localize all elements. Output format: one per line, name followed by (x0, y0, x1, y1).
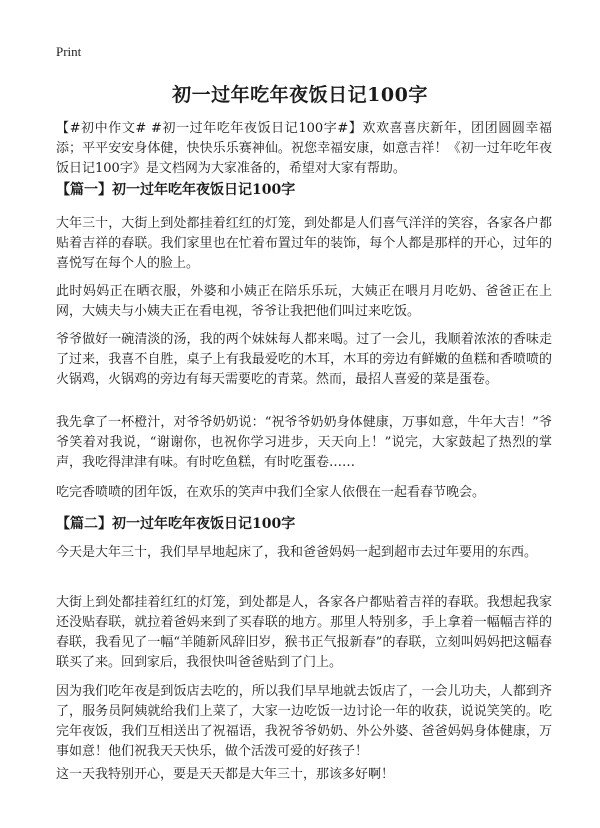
print-label: Print (56, 44, 82, 59)
section1-paragraph-4: 我先拿了一杯橙汁，对爷爷奶奶说：“祝爷爷奶奶身体健康，万事如意，牛年大吉！”爷爷笑着对我说，“谢谢你，也祝你学习进步，天天向上！”说完，大家鼓起了热烈的掌声，我吃得津津有味。有时吃鱼糕，有时吃蛋卷…… (56, 415, 552, 470)
section2-paragraph-1: 今天是大年三十，我们早早地起床了，我和爸爸妈妈一起到超市去过年要用的东西。 (56, 545, 538, 560)
section-heading-1: 【篇一】初一过年吃年夜饭日记100字 (56, 182, 296, 198)
section1-paragraph-5: 吃完香喷喷的团年饭，在欢乐的笑声中我们全家人依偎在一起看春节晚会。 (56, 485, 486, 500)
section-heading-2: 【篇二】初一过年吃年夜饭日记100字 (56, 516, 296, 532)
section2-paragraph-4: 这一天我特别开心，要是天天都是大年三十，那该多好啊！ (56, 767, 395, 782)
intro-paragraph: 【#初中作文# #初一过年吃年夜饭日记100字#】欢欢喜喜庆新年，团团圆圆幸福添；平平安安身体健，快快乐乐赛神仙。祝您幸福安康，如意吉祥！《初一过年吃年夜饭日记100字》是文档网为大家准备的，希望对大家有帮助。 (56, 121, 552, 176)
section1-paragraph-1: 大年三十，大街上到处都挂着红红的灯笼，到处都是人们喜气洋洋的笑容，各家各户都贴着吉祥的春联。我们家里也在忙着布置过年的装饰，每个人都是那样的开心，过年的喜悦写在每个人的脸上。 (56, 216, 552, 271)
section2-paragraph-3: 因为我们吃年夜是到饭店去吃的，所以我们早早地就去饭店了，一会儿功夫，人都到齐了，服务员阿姨就给我们上菜了，大家一边吃饭一边讨论一年的收获，说说笑笑的。吃完年夜饭，我们互相送出了祝福语，我祝爷爷奶奶、外公外婆、爸爸妈妈身体健康，万事如意！他们祝我天天快乐，做个活泼可爱的好孩子！ (56, 684, 552, 759)
document-title: 初一过年吃年夜饭日记100字 (172, 84, 428, 106)
section1-paragraph-3: 爷爷做好一碗清淡的汤，我的两个妹妹每人都来喝。过了一会儿，我顺着浓浓的香味走了过来，我喜不自胜，桌子上有我最爱吃的木耳，木耳的旁边有鲜嫩的鱼糕和香喷喷的火锅鸡，火锅鸡的旁边有每天需要吃的青菜。然而，最招人喜爱的菜是蛋卷。 (56, 332, 552, 387)
section2-paragraph-2: 大街上到处都挂着红红的灯笼，到处都是人，各家各户都贴着吉祥的春联。我想起我家还没贴春联，就拉着爸妈来到了买春联的地方。那里人特别多，手上拿着一幅幅吉祥的春联，我看见了一幅“羊随新风辞旧岁，猴书正气报新春”的春联，立刻叫妈妈把这幅春联买了来。回到家后，我很快叫爸爸贴到了门上。 (56, 595, 552, 670)
section1-paragraph-2: 此时妈妈正在晒衣服，外婆和小姨正在陪乐乐玩，大姨正在喂月月吃奶、爸爸正在上网，大姨夫与小姨夫正在看电视，爷爷让我把他们叫过来吃饭。 (56, 284, 552, 319)
